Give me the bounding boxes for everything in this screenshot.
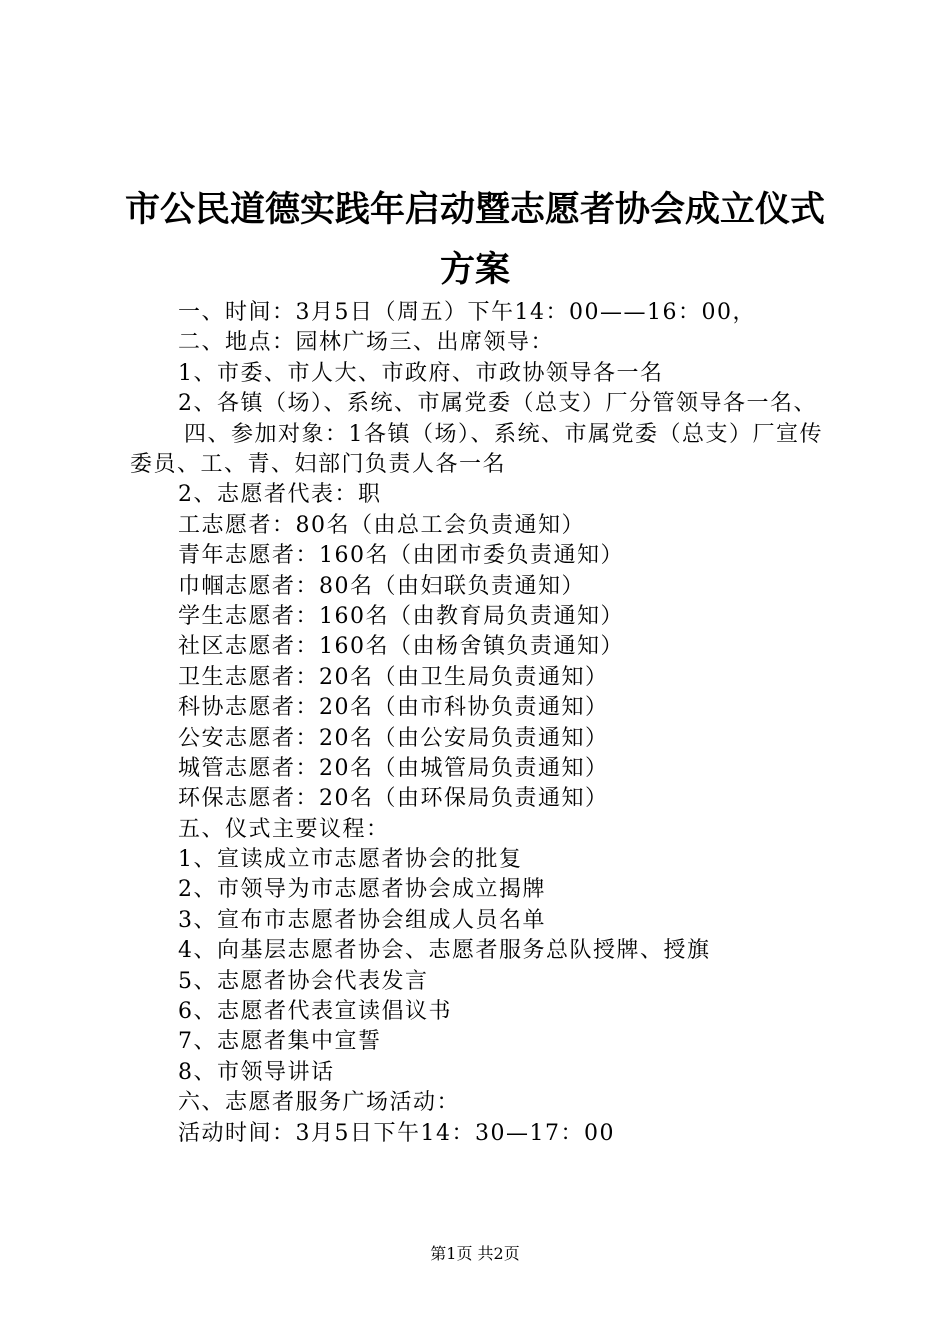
volunteer-group: 卫生志愿者：20名（由卫生局负责通知） [178,664,609,690]
agenda-item: 2、市领导为市志愿者协会成立揭牌 [178,877,546,903]
section-service-activity: 六、志愿者服务广场活动： [178,1090,461,1116]
section-time: 一、时间：3月5日（周五）下午14：00——16：00， [178,300,756,325]
document-title-line-2: 方案 [439,249,510,290]
volunteer-group: 科协志愿者：20名（由市科协负责通知） [178,695,609,721]
volunteer-group: 学生志愿者：160名（由教育局负责通知） [178,603,624,629]
activity-time: 活动时间：3月5日下午14：30—17：00 [178,1120,615,1146]
agenda-item: 3、宣布市志愿者协会组成人员名单 [178,907,546,933]
section-agenda: 五、仪式主要议程： [178,816,390,842]
page-footer: 第1页 共2页 [430,1244,520,1263]
leader-item-2: 2、各镇（场）、系统、市属党委（总支）厂分管领导各一名、 [178,391,817,417]
document-body [130,298,830,1149]
section-location: 二、地点：园林广场三、出席领导： [178,330,555,356]
volunteer-group: 青年志愿者：160名（由团市委负责通知） [178,543,624,569]
volunteer-group: 城管志愿者：20名（由城管局负责通知） [178,755,609,781]
volunteer-representatives: 2、志愿者代表：职 [178,482,382,508]
agenda-item: 5、志愿者协会代表发言 [178,968,429,994]
agenda-item: 7、志愿者集中宣誓 [178,1029,382,1055]
agenda-item: 1、宣读成立市志愿者协会的批复 [178,847,523,873]
agenda-item: 4、向基层志愿者协会、志愿者服务总队授牌、授旗 [178,938,711,964]
section-participants: 四、参加对象：1各镇（场）、系统、市属党委（总支）厂宣传委员、工、青、妇部门负责人各一名 [130,421,823,477]
agenda-item: 6、志愿者代表宣读倡议书 [178,999,452,1025]
volunteer-group: 巾帼志愿者：80名（由妇联负责通知） [178,573,585,599]
agenda-item: 8、市领导讲话 [178,1059,335,1085]
document-title-line-1: 市公民道德实践年启动暨志愿者协会成立仪式 [124,189,825,230]
volunteer-group: 工志愿者：80名（由总工会负责通知） [178,512,585,538]
volunteer-group: 环保志愿者：20名（由环保局负责通知） [178,786,609,812]
volunteer-group: 社区志愿者：160名（由杨舍镇负责通知） [178,634,624,660]
volunteer-group: 公安志愿者：20名（由公安局负责通知） [178,725,609,751]
leader-item-1: 1、市委、市人大、市政府、市政协领导各一名 [178,360,664,386]
